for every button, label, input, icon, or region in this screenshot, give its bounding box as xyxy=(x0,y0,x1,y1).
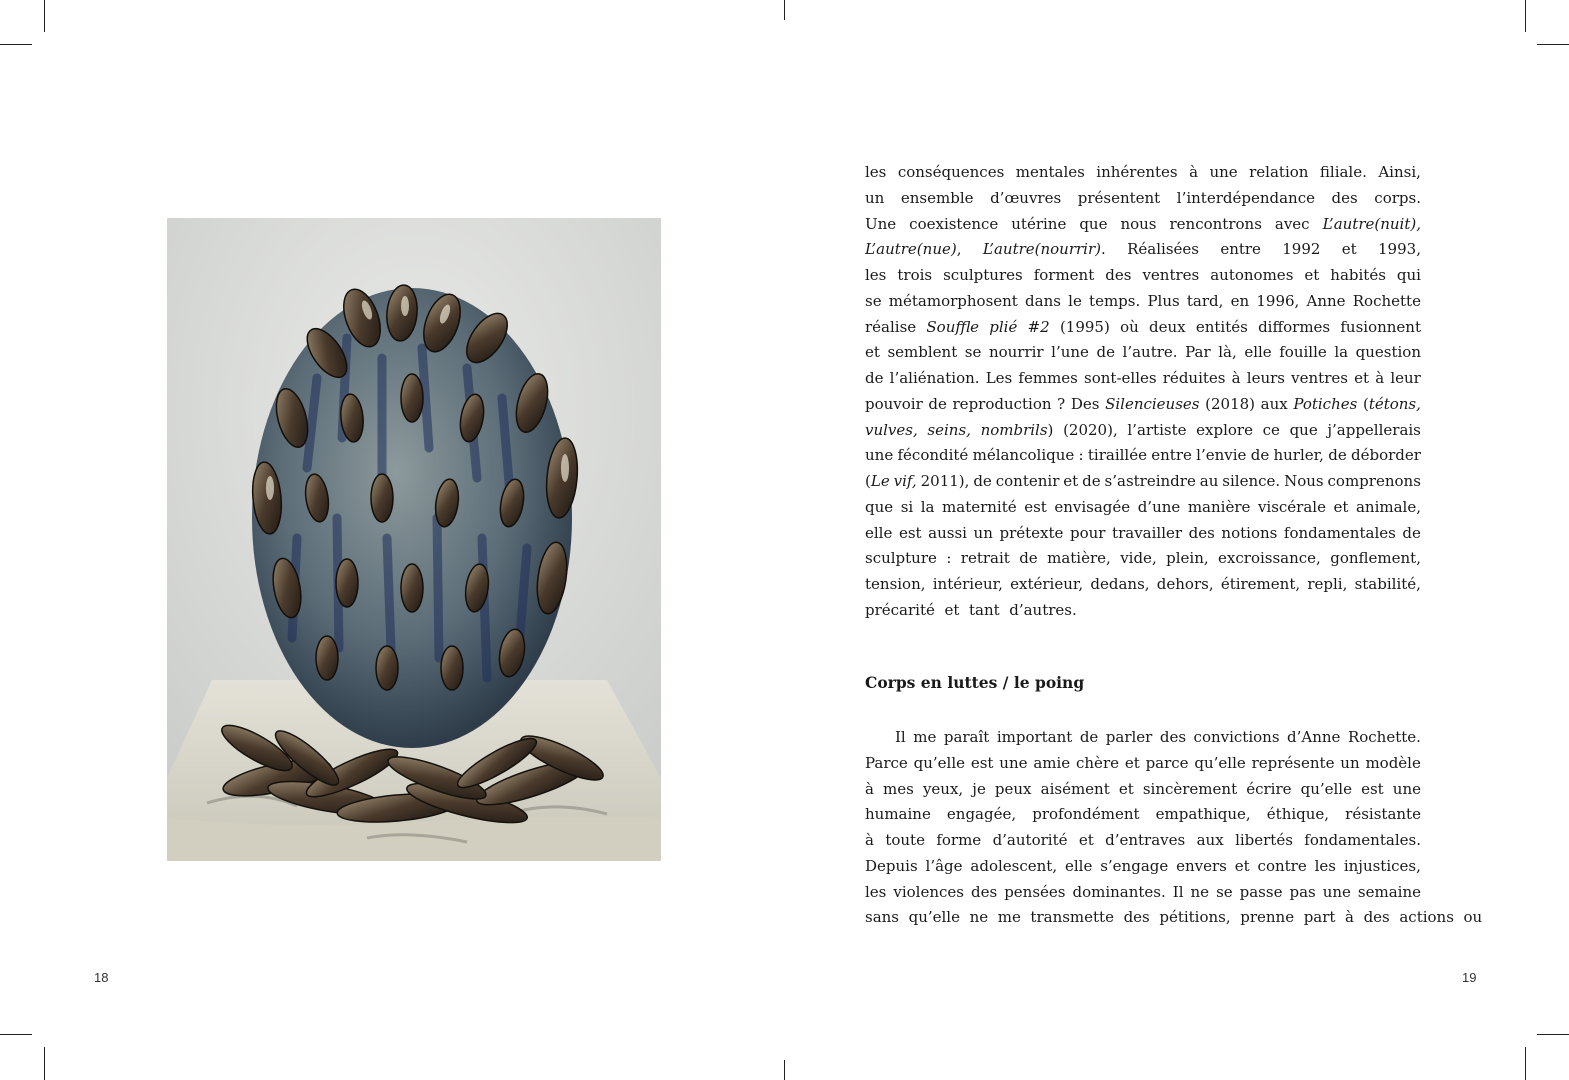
word: forment xyxy=(1033,266,1095,284)
word: fouille xyxy=(1279,343,1327,362)
word: : xyxy=(1078,446,1084,465)
word: et xyxy=(1078,831,1094,849)
word: de xyxy=(865,369,884,387)
word: leur xyxy=(1390,369,1421,387)
text-line xyxy=(865,751,1421,777)
word: comprenons xyxy=(1327,472,1421,490)
word: fondamentales xyxy=(1283,523,1396,542)
word: leurs xyxy=(1246,369,1285,387)
word: nous xyxy=(1120,214,1157,233)
word: les xyxy=(865,882,887,901)
word: la xyxy=(920,497,935,516)
section-heading: Corps en luttes / le poing xyxy=(865,673,1085,692)
word: L’autre(nue), xyxy=(865,240,962,259)
word: Réalisées xyxy=(1127,240,1199,259)
word: reproduction xyxy=(952,394,1052,413)
word: représente xyxy=(1251,753,1335,772)
text-line xyxy=(865,237,1421,263)
word: pensées xyxy=(1004,882,1066,901)
text-line xyxy=(865,212,1421,238)
word: de xyxy=(1019,549,1038,568)
word: passe xyxy=(1239,882,1283,901)
word: à xyxy=(1375,369,1385,387)
text-line xyxy=(865,521,1421,547)
text-line xyxy=(865,854,1421,880)
word: tant xyxy=(968,600,1000,619)
word: stabilité, xyxy=(1354,575,1421,593)
word: d’entraves xyxy=(1105,831,1186,849)
word: j’appellerais xyxy=(1327,420,1421,439)
word: s’astreindre xyxy=(1104,472,1196,490)
word: dans xyxy=(1025,291,1061,310)
word: (Le xyxy=(865,472,890,490)
word: et xyxy=(944,600,960,619)
word: sculpture xyxy=(865,549,937,568)
word: fécondité xyxy=(897,446,969,465)
word: les xyxy=(865,266,887,284)
word: maternité xyxy=(942,497,1017,516)
word: je xyxy=(972,779,986,798)
text-line xyxy=(865,802,1421,828)
word: au xyxy=(1199,472,1219,490)
word: une xyxy=(865,446,894,465)
word: est xyxy=(898,523,922,542)
word: dehors, xyxy=(1156,575,1214,593)
word: excroissance, xyxy=(1218,549,1321,568)
word: Ainsi, xyxy=(1378,163,1421,181)
word: qu’elle xyxy=(908,908,960,927)
word: ensemble xyxy=(900,188,974,207)
word: réduites xyxy=(1162,369,1226,387)
word: Depuis xyxy=(865,856,918,875)
text-line xyxy=(865,572,1421,598)
word: sincèrement xyxy=(1142,779,1238,798)
text-line xyxy=(865,186,1421,212)
word: entre xyxy=(1220,240,1261,259)
word: coexistence xyxy=(909,214,999,233)
word: s’engage xyxy=(1100,856,1169,875)
word: l’artiste xyxy=(1127,420,1187,439)
text-line xyxy=(865,392,1421,418)
word: viscérale xyxy=(1257,497,1326,516)
word: (2018) xyxy=(1205,394,1256,413)
text-line xyxy=(865,777,1421,803)
word: Souffle xyxy=(926,317,980,336)
word: sans xyxy=(865,908,899,927)
word: prenne xyxy=(1240,908,1295,927)
word: femmes xyxy=(1018,369,1078,387)
word: l’une xyxy=(1051,343,1089,362)
word: qu’elle xyxy=(1194,753,1246,772)
word: corps. xyxy=(1374,188,1421,207)
word: forme xyxy=(936,831,982,849)
word: présentent xyxy=(1077,188,1161,207)
text-line xyxy=(865,340,1421,366)
word: une xyxy=(1322,882,1351,901)
word: parce xyxy=(1145,753,1189,772)
word: d’autorité xyxy=(992,831,1068,849)
word: pour xyxy=(1069,523,1106,542)
word: #2 xyxy=(1027,317,1050,336)
page-number-right: 19 xyxy=(1462,970,1477,985)
text-line xyxy=(865,315,1421,341)
word: toute xyxy=(885,831,925,849)
word: profondément xyxy=(1032,805,1140,824)
word: pas xyxy=(1289,882,1316,901)
word: nourrir xyxy=(988,343,1044,362)
word: repli, xyxy=(1307,575,1348,593)
word: de xyxy=(1402,523,1421,542)
word: et xyxy=(1063,472,1079,490)
word: entre xyxy=(1151,446,1192,465)
word: de xyxy=(973,472,992,490)
word: réalise xyxy=(865,317,917,336)
word: travailler xyxy=(1112,523,1183,542)
word: une xyxy=(1392,779,1421,798)
text-line xyxy=(865,880,1421,906)
word: important xyxy=(996,728,1073,746)
word: l’âge xyxy=(925,856,963,875)
word: où xyxy=(1120,317,1139,336)
word: matière, xyxy=(1047,549,1111,568)
word: libertés xyxy=(1235,831,1293,849)
text-line xyxy=(865,418,1421,444)
word: écrire xyxy=(1246,779,1292,798)
word: ou xyxy=(1463,908,1483,927)
word: à xyxy=(1231,369,1241,387)
text-line xyxy=(865,469,1421,495)
word: Rochette. xyxy=(1347,728,1421,746)
word: question xyxy=(1355,343,1421,362)
word: tiraillée xyxy=(1087,446,1147,465)
word: des xyxy=(971,882,998,901)
word: prétexte xyxy=(999,523,1064,542)
word: 1996, xyxy=(1256,291,1300,310)
word: précarité xyxy=(865,600,935,619)
word: engagée, xyxy=(946,805,1017,824)
word: mentales xyxy=(1015,163,1085,181)
word: 2011), xyxy=(920,472,970,490)
text-line xyxy=(865,160,1421,186)
word: injustices, xyxy=(1343,856,1421,875)
word: des xyxy=(1159,728,1187,746)
word: dedans, xyxy=(1090,575,1150,593)
body-paragraph xyxy=(865,160,1421,624)
word: qu’elle xyxy=(1300,779,1352,798)
word: des xyxy=(1331,188,1358,207)
sculpture-photo xyxy=(167,218,661,861)
word: vulves, xyxy=(865,420,918,439)
word: que xyxy=(865,497,894,516)
text-line xyxy=(865,905,1483,931)
text-line xyxy=(865,598,1421,624)
word: fondamentales. xyxy=(1304,831,1421,849)
page-number-left: 18 xyxy=(94,970,109,985)
word: Des xyxy=(1070,394,1100,413)
word: nombrils) xyxy=(980,420,1054,439)
word: aussi xyxy=(928,523,967,542)
word: deux xyxy=(1149,317,1186,336)
word: violences xyxy=(893,882,964,901)
word: déborder xyxy=(1351,446,1421,465)
word: 1993, xyxy=(1378,240,1421,259)
word: semblent xyxy=(887,343,958,362)
word: de xyxy=(1096,343,1115,362)
word: contenir xyxy=(995,472,1060,490)
word: utérine xyxy=(1011,214,1067,233)
word: ne xyxy=(1190,882,1210,901)
word: extérieur, xyxy=(1010,575,1084,593)
word: humaine xyxy=(865,805,931,824)
word: de xyxy=(1079,728,1099,746)
word: une xyxy=(1209,163,1238,181)
word: d’Anne xyxy=(1287,728,1341,746)
word: relation xyxy=(1249,163,1309,181)
word: l’interdépendance xyxy=(1176,188,1315,207)
word: et xyxy=(1333,497,1349,516)
word: envers xyxy=(1176,856,1227,875)
word: dominantes. xyxy=(1072,882,1166,901)
word: animale, xyxy=(1355,497,1421,516)
word: elle xyxy=(865,523,893,542)
word: de xyxy=(1328,446,1347,465)
word: Il xyxy=(1172,882,1184,901)
text-line xyxy=(865,828,1421,854)
word: qui xyxy=(1396,266,1421,284)
word: de xyxy=(1082,472,1101,490)
word: et xyxy=(1234,856,1250,875)
word: des xyxy=(1363,908,1390,927)
word: empathique, xyxy=(1155,805,1251,824)
word: plein, xyxy=(1166,549,1209,568)
word: résistante xyxy=(1345,805,1421,824)
word: ventres xyxy=(1142,266,1200,284)
word: Parce xyxy=(865,753,908,772)
word: de xyxy=(928,394,947,413)
text-line xyxy=(865,495,1421,521)
word: des xyxy=(1188,523,1215,542)
word: métamorphosent xyxy=(888,291,1018,310)
word: convictions xyxy=(1193,728,1280,746)
word: sculptures xyxy=(943,266,1023,284)
word: là, xyxy=(1218,343,1237,362)
word: Une xyxy=(865,214,897,233)
left-page xyxy=(0,0,784,1080)
word: Plus xyxy=(1147,291,1180,310)
word: pétitions, xyxy=(1159,908,1231,927)
word: vide, xyxy=(1120,549,1157,568)
word: (1995) xyxy=(1059,317,1110,336)
word: ce xyxy=(1262,420,1280,439)
word: Anne xyxy=(1306,291,1346,310)
word: l’autre. xyxy=(1122,343,1178,362)
word: le xyxy=(1068,291,1082,310)
word: hurler, xyxy=(1273,446,1324,465)
word: paraît xyxy=(943,728,990,746)
word: part xyxy=(1303,908,1336,927)
word: explore xyxy=(1196,420,1253,439)
word: et xyxy=(1341,240,1357,259)
word: mélancolique xyxy=(972,446,1075,465)
word: des xyxy=(1123,908,1150,927)
word: et xyxy=(1304,266,1320,284)
word: l’envie xyxy=(1196,446,1247,465)
word: aux xyxy=(1260,394,1288,413)
word: modèle xyxy=(1365,753,1421,772)
word: une xyxy=(999,753,1028,772)
word: fusionnent xyxy=(1340,317,1421,336)
word: et xyxy=(1118,779,1134,798)
word: sont-elles xyxy=(1084,369,1157,387)
word: notions xyxy=(1221,523,1278,542)
word: vif, xyxy=(893,472,917,490)
word: à xyxy=(1345,908,1354,927)
word: me xyxy=(997,908,1021,927)
word: : xyxy=(946,549,952,568)
word: gonflement, xyxy=(1330,549,1421,568)
word: que xyxy=(1289,420,1318,439)
word: Nous xyxy=(1284,472,1324,490)
word: à xyxy=(865,779,874,798)
word: (tétons, xyxy=(1362,394,1421,413)
word: Les xyxy=(985,369,1013,387)
word: peux xyxy=(994,779,1032,798)
word: ? xyxy=(1057,394,1066,413)
word: yeux, xyxy=(922,779,964,798)
text-line xyxy=(865,725,1421,751)
word: un xyxy=(865,188,885,207)
word: plié xyxy=(989,317,1018,336)
word: à xyxy=(1189,163,1199,181)
word: contre xyxy=(1257,856,1307,875)
word: elle xyxy=(1244,343,1272,362)
text-line xyxy=(865,443,1421,469)
word: mes xyxy=(883,779,914,798)
word: que xyxy=(1079,214,1108,233)
word: et xyxy=(1354,369,1370,387)
word: elle xyxy=(1064,856,1093,875)
word: aisément xyxy=(1040,779,1110,798)
word: manière xyxy=(1187,497,1251,516)
body-paragraph xyxy=(865,725,1483,931)
word: envisagée xyxy=(1054,497,1131,516)
word: rencontrons xyxy=(1169,214,1262,233)
word: Par xyxy=(1185,343,1211,362)
word: parler xyxy=(1105,728,1153,746)
word: conséquences xyxy=(897,163,1005,181)
word: amie xyxy=(1033,753,1071,772)
word: trois xyxy=(897,266,933,284)
word: l’aliénation. xyxy=(889,369,980,387)
word: autonomes xyxy=(1210,266,1294,284)
word: un xyxy=(973,523,993,542)
word: Silencieuses xyxy=(1105,394,1200,413)
word: (2020), xyxy=(1063,420,1118,439)
word: tard, xyxy=(1186,291,1224,310)
word: si xyxy=(900,497,914,516)
word: des xyxy=(1105,266,1132,284)
word: et xyxy=(1124,753,1140,772)
word: éthique, xyxy=(1266,805,1330,824)
word: les xyxy=(865,163,887,181)
word: se xyxy=(964,343,982,362)
word: Rochette xyxy=(1352,291,1421,310)
word: avec xyxy=(1274,214,1310,233)
word: Il xyxy=(895,728,906,746)
word: à xyxy=(865,831,874,849)
word: chère xyxy=(1076,753,1119,772)
word: les xyxy=(1314,856,1336,875)
word: adolescent, xyxy=(970,856,1058,875)
word: se xyxy=(865,291,882,310)
word: inhérentes xyxy=(1096,163,1178,181)
text-line xyxy=(865,289,1421,315)
word: actions xyxy=(1399,908,1454,927)
word: filiale. xyxy=(1319,163,1367,181)
word: aux xyxy=(1196,831,1224,849)
text-line xyxy=(865,263,1421,289)
word: de xyxy=(1250,446,1270,465)
word: ne xyxy=(969,908,989,927)
word: entités xyxy=(1195,317,1248,336)
word: L’autre(nourrir). xyxy=(982,240,1106,259)
word: intérieur, xyxy=(932,575,1003,593)
word: habités xyxy=(1330,266,1386,284)
word: L’autre(nuit), xyxy=(1322,214,1421,233)
word: temps. xyxy=(1089,291,1141,310)
word: pouvoir xyxy=(865,394,923,413)
word: retrait xyxy=(960,549,1010,568)
word: 1992 xyxy=(1282,240,1321,259)
word: en xyxy=(1230,291,1250,310)
word: qu’elle xyxy=(913,753,966,772)
word: transmette xyxy=(1030,908,1114,927)
word: seins, xyxy=(927,420,971,439)
word: est xyxy=(970,753,994,772)
word: est xyxy=(1024,497,1047,516)
word: me xyxy=(913,728,937,746)
word: d’une xyxy=(1137,497,1181,516)
word: silence. xyxy=(1222,472,1281,490)
word: ventres xyxy=(1291,369,1348,387)
word: est xyxy=(1361,779,1384,798)
word: étirement, xyxy=(1220,575,1301,593)
word: un xyxy=(1340,753,1360,772)
word: tension, xyxy=(865,575,926,593)
text-line xyxy=(865,366,1421,392)
word: semaine xyxy=(1357,882,1421,901)
word: se xyxy=(1216,882,1233,901)
word: Potiches xyxy=(1293,394,1358,413)
text-line xyxy=(865,546,1421,572)
word: la xyxy=(1334,343,1349,362)
word: d’œuvres xyxy=(990,188,1062,207)
word: et xyxy=(865,343,880,362)
word: d’autres. xyxy=(1009,600,1077,619)
word: difformes xyxy=(1258,317,1331,336)
